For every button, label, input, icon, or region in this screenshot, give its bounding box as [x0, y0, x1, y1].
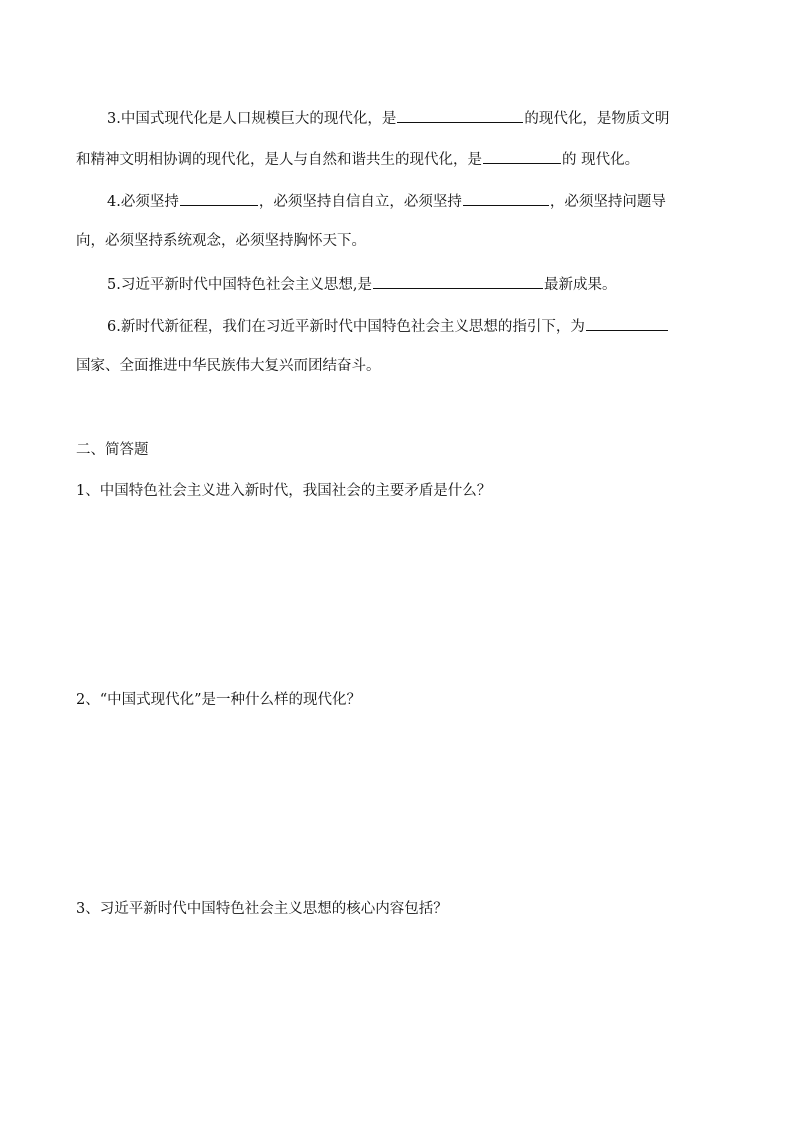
- item4-blank-1[interactable]: [180, 190, 258, 206]
- item6-blank-1[interactable]: [586, 315, 668, 331]
- item4-text-c: ，必须坚持问题导: [549, 194, 666, 210]
- item3-blank-2[interactable]: [483, 148, 561, 164]
- item6-text-b: 国家、全面推进中华民族伟大复兴而团结奋斗。: [76, 358, 381, 374]
- item5-blank-1[interactable]: [373, 273, 543, 289]
- item3-text-c: 和精神文明相协调的现代化，是人与自然和谐共生的现代化，是: [76, 152, 482, 168]
- item4-blank-2[interactable]: [463, 190, 549, 206]
- item6-line2: [76, 356, 381, 376]
- item5-text-a: 5.习近平新时代中国特色社会主义思想,是: [107, 277, 372, 293]
- item3-text-a: 3.中国式现代化是人口规模巨大的现代化，是: [107, 111, 397, 127]
- item4-text-d: 向，必须坚持系统观念，必须坚持胸怀天下。: [76, 233, 366, 249]
- item3-text-d: 的 现代化。: [562, 152, 640, 168]
- item5-line1: [107, 273, 616, 295]
- question-1: 1、中国特色社会主义进入新时代，我国社会的主要矛盾是什么？: [76, 483, 492, 499]
- item4-text-a: 4.必须坚持: [107, 194, 179, 210]
- item3-line1: [107, 107, 669, 129]
- item4-text-b: ，必须坚持自信自立，必须坚持: [258, 194, 462, 210]
- item3-line2: [76, 148, 639, 170]
- item5-text-b: 最新成果。: [543, 277, 617, 293]
- item3-text-b: 的现代化，是物质文明: [524, 111, 670, 127]
- question-2: 2、“中国式现代化”是一种什么样的现代化？: [76, 692, 362, 708]
- item4-line1: [107, 190, 666, 212]
- item6-text-a: 6.新时代新征程，我们在习近平新时代中国特色社会主义思想的指引下，为: [107, 319, 585, 335]
- question-3: 3、习近平新时代中国特色社会主义思想的核心内容包括？: [76, 901, 448, 917]
- item6-line1: [107, 315, 669, 337]
- item4-line2: [76, 231, 366, 251]
- section-title: 二、简答题: [76, 442, 149, 458]
- item3-blank-1[interactable]: [397, 107, 523, 123]
